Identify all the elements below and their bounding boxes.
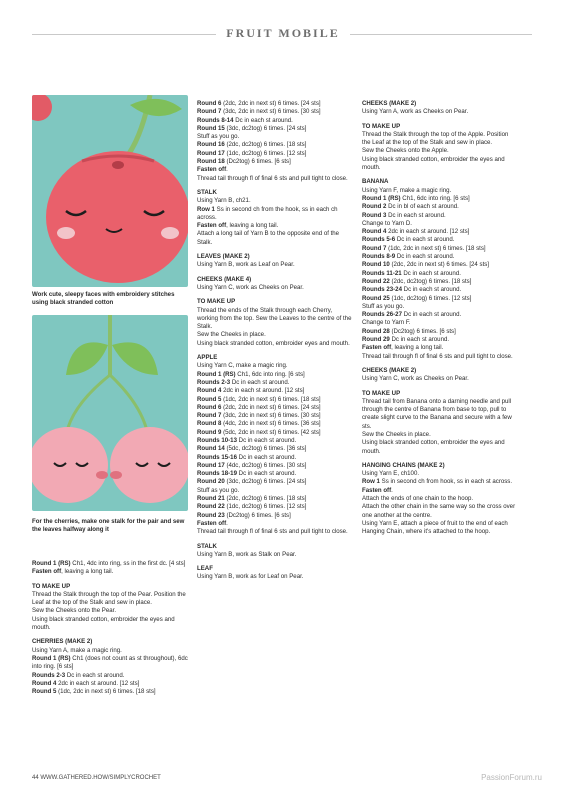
instruction-text: Attach a long tail of Yarn B to the opposite end of the Stalk. xyxy=(197,230,340,246)
column-2 xyxy=(197,100,353,582)
instruction-text: Dc in each st around. xyxy=(236,453,297,461)
instruction-line xyxy=(362,131,518,148)
instruction-line xyxy=(362,261,518,269)
instruction-text: Thread the ends of the Stalk through each Cherry, working from the top. Sew the Leaves to the centre of the Stalk. xyxy=(197,306,352,331)
instruction-line xyxy=(362,253,518,261)
instruction-text: Using Yarn E, ch100. xyxy=(362,470,420,478)
instruction-label: Round 10 xyxy=(362,261,390,269)
instruction-line xyxy=(362,336,518,344)
instruction-line xyxy=(197,445,353,453)
instruction-line xyxy=(362,203,518,211)
instruction-text: Stuff as you go. xyxy=(197,486,240,494)
instruction-text: Dc in each st around. xyxy=(395,236,455,244)
instruction-line xyxy=(362,236,518,244)
instruction-line xyxy=(362,278,518,286)
instruction-text: (2dc, dc2tog) 6 times. [18 sts] xyxy=(224,495,307,503)
instruction-line xyxy=(362,147,518,155)
instruction-line xyxy=(197,175,353,183)
instruction-text: (2dc, dc2tog) 6 times. [18 sts] xyxy=(389,277,472,285)
instruction-text: (Dc2tog) 6 times. [6 sts] xyxy=(224,511,291,519)
instruction-label: Round 1 (RS) xyxy=(362,194,401,202)
instruction-line xyxy=(362,156,518,173)
instruction-label: Rounds 10-13 xyxy=(197,436,237,444)
instruction-text: (5dc, 2dc in next st) 6 times. [42 sts] xyxy=(221,428,321,436)
instruction-line xyxy=(362,187,518,195)
section-heading: HANGING CHAINS (MAKE 2) xyxy=(362,461,445,469)
instruction-line xyxy=(362,344,518,352)
instruction-line xyxy=(197,528,353,536)
instruction-line xyxy=(32,655,188,672)
instruction-text: (1dc, dc2tog) 6 times. [12 sts] xyxy=(389,294,472,302)
instruction-text: Dc in bl of each st around. xyxy=(386,203,459,211)
instruction-line xyxy=(362,319,518,327)
section-heading: LEAF xyxy=(197,565,213,573)
instruction-text: Ch1, 4dc into ring, ss in the first dc. [4 sts] xyxy=(70,560,186,567)
instruction-line xyxy=(197,387,353,395)
instruction-text: Using Yarn B, work as for Leaf on Pear. xyxy=(197,573,304,581)
instruction-label: Rounds 18-19 xyxy=(197,470,237,478)
instruction-line xyxy=(32,568,188,576)
instruction-line xyxy=(197,362,353,370)
instruction-label: Round 5 xyxy=(32,688,57,696)
instruction-text: . xyxy=(226,166,228,174)
instruction-line xyxy=(197,331,353,339)
section-heading: CHEEKS (MAKE 2) xyxy=(362,100,417,107)
instruction-text: Attach the ends of one chain to the hoop. xyxy=(362,495,474,503)
instruction-text: Using Yarn A, work as Cheeks on Pear. xyxy=(362,108,469,116)
instruction-text: (2dc, 2dc in next st) 6 times. [24 sts] xyxy=(221,100,321,107)
instruction-text: Thread tail through fl of final 6 sts and pull tight to close. xyxy=(197,528,348,536)
watermark: PassionForum.ru xyxy=(481,773,542,782)
instruction-text: Dc in each st around. xyxy=(401,311,462,319)
instruction-line xyxy=(197,573,353,581)
instruction-line xyxy=(197,487,353,495)
instruction-line xyxy=(362,220,518,228)
instruction-text: (1dc, 2dc in next st) 6 times. [18 sts] xyxy=(56,688,156,696)
instruction-text: Using Yarn C, work as Cheeks on Pear. xyxy=(197,283,304,291)
page-footer: 44 WWW.GATHERED.HOW/SIMPLYCROCHET xyxy=(32,775,161,781)
instruction-line xyxy=(197,284,353,292)
instruction-text: (3dc, dc2tog) 6 times. [24 sts] xyxy=(224,124,307,132)
instruction-label: Round 23 xyxy=(197,511,225,519)
instruction-text: Using Yarn A, make a magic ring. xyxy=(32,646,122,654)
instruction-line xyxy=(197,470,353,478)
instruction-text: Attach the other chain in the same way so the cross over one another at the centre. xyxy=(362,503,516,519)
instruction-label: Round 29 xyxy=(362,336,390,344)
instruction-line xyxy=(197,261,353,269)
instruction-text: Dc in each st around. xyxy=(401,269,461,277)
instruction-line xyxy=(362,375,518,383)
instruction-text: Dc in each st around. xyxy=(386,211,446,219)
instruction-label: Round 4 xyxy=(362,228,387,236)
instruction-line xyxy=(197,396,353,404)
instruction-label: Round 7 xyxy=(197,412,222,420)
instruction-line xyxy=(32,688,188,696)
instruction-line xyxy=(362,245,518,253)
instruction-text: , leaving a long tail. xyxy=(226,222,279,230)
instruction-text: (1dc, dc2tog) 6 times. [12 sts] xyxy=(224,149,307,157)
instruction-label: Rounds 2-3 xyxy=(32,671,66,679)
instruction-label: Rounds 15-16 xyxy=(197,453,237,461)
instruction-text: (2dc, 2dc in next st) 6 times. [24 sts] xyxy=(221,403,321,411)
instruction-line xyxy=(197,150,353,158)
instruction-line xyxy=(197,141,353,149)
photo-caption-bottom: For the cherries, make one stalk for the pair and sew the leaves halfway along it xyxy=(32,518,185,534)
section-heading: CHERRIES (MAKE 2) xyxy=(32,638,93,646)
instruction-label: Rounds 5-6 xyxy=(362,236,396,244)
instruction-text: 2dc in each st around. [12 sts] xyxy=(221,387,305,395)
instruction-label: Round 25 xyxy=(362,294,390,302)
cherry-face-photo xyxy=(32,95,188,287)
instruction-label: Rounds 8-9 xyxy=(362,253,396,261)
photo-caption-top: Work cute, sleepy faces with embroidery stitches using black stranded cotton xyxy=(32,291,175,307)
section-title: FRUIT MOBILE xyxy=(216,26,349,40)
instruction-text: Using black stranded cotton, embroider the eyes and mouth. xyxy=(362,439,505,455)
instruction-line xyxy=(197,437,353,445)
instruction-line xyxy=(362,520,518,537)
instruction-text: Ss in second ch from hook, ss in each st across. xyxy=(379,478,513,486)
instruction-text: Using black stranded cotton, embroider the eyes and mouth. xyxy=(32,615,175,632)
instruction-label: Row 1 xyxy=(362,478,380,486)
instruction-text: Thread tail through fl of final 6 sts and pull tight to close. xyxy=(362,352,513,360)
instruction-text: (3dc, 2dc in next st) 6 times. [30 sts] xyxy=(221,108,321,116)
instruction-label: Round 22 xyxy=(362,277,390,285)
instruction-line xyxy=(197,125,353,133)
instruction-text: . xyxy=(226,519,228,527)
instruction-line xyxy=(197,512,353,520)
instruction-text: Stuff as you go. xyxy=(197,133,240,141)
instruction-line xyxy=(362,495,518,503)
instruction-label: Round 1 (RS) xyxy=(32,560,71,567)
instruction-label: Round 7 xyxy=(197,108,222,116)
instruction-line xyxy=(32,616,188,633)
instruction-text: Dc in each st around. xyxy=(236,470,297,478)
instruction-label: Round 2 xyxy=(362,203,387,211)
instruction-label: Rounds 23-24 xyxy=(362,286,402,294)
instruction-label: Round 4 xyxy=(197,387,222,395)
instruction-line xyxy=(197,454,353,462)
section-heading: TO MAKE UP xyxy=(32,582,71,590)
instruction-text: (Dc2tog) 6 times. [6 sts] xyxy=(224,158,291,166)
instruction-line xyxy=(32,680,188,688)
instruction-text: Dc in each st around. xyxy=(236,436,297,444)
instruction-line xyxy=(197,429,353,437)
instruction-text: (1dc, 2dc in next st) 6 times. [18 sts] xyxy=(221,395,321,403)
instruction-text: Dc in each st around. xyxy=(65,671,125,679)
instruction-line xyxy=(362,303,518,311)
instruction-label: Rounds 26-27 xyxy=(362,311,402,319)
instruction-label: Round 3 xyxy=(362,211,387,219)
instruction-line xyxy=(197,379,353,387)
instruction-text: Using Yarn B, work as Stalk on Pear. xyxy=(197,550,297,558)
section-heading: TO MAKE UP xyxy=(362,122,401,130)
instruction-line xyxy=(197,166,353,174)
section-heading: TO MAKE UP xyxy=(197,298,236,306)
instruction-line xyxy=(197,495,353,503)
instruction-text: Dc in each st around. xyxy=(401,286,462,294)
instruction-text: Sew the Cheeks onto the Apple. xyxy=(362,147,449,155)
instruction-text: Using Yarn C, work as Cheeks on Pear. xyxy=(362,375,469,383)
instruction-text: 2dc in each st around. [12 sts] xyxy=(56,679,140,687)
instruction-text: Stuff as you go. xyxy=(362,302,405,310)
instruction-label: Round 20 xyxy=(197,478,225,486)
instruction-text: Dc in each st around. xyxy=(395,253,455,261)
instruction-line xyxy=(362,478,518,486)
instruction-label: Round 17 xyxy=(197,461,225,469)
instruction-label: Round 21 xyxy=(197,495,225,503)
instruction-line xyxy=(362,503,518,520)
instruction-text: 2dc in each st around. [12 sts] xyxy=(386,228,470,236)
section-heading: CHEEKS (MAKE 4) xyxy=(197,275,252,283)
instruction-line xyxy=(362,398,518,431)
instruction-line xyxy=(197,222,353,230)
instruction-text: Thread tail from Banana onto a darning needle and pull through the centre of Banana from base to top, pull to create slight curve to the Banana and secure with a few sts. xyxy=(362,397,512,430)
instruction-text: Thread the Stalk through the top of the Pear. Position the Leaf at the top of the Stalk and sew in place. xyxy=(32,590,186,607)
instruction-text: (1dc, dc2tog) 6 times. [12 sts] xyxy=(224,503,307,511)
instruction-line xyxy=(362,487,518,495)
instruction-label: Round 6 xyxy=(197,403,222,411)
instruction-label: Round 22 xyxy=(197,503,225,511)
instruction-line xyxy=(362,228,518,236)
instruction-label: Fasten off xyxy=(197,166,227,174)
instruction-line xyxy=(197,133,353,141)
instruction-text: Sew the Cheeks in place. xyxy=(362,430,431,438)
instruction-line xyxy=(32,560,188,568)
instruction-line xyxy=(197,420,353,428)
instruction-line xyxy=(197,117,353,125)
instruction-label: Fasten off xyxy=(32,568,62,576)
instruction-text: , leaving a long tail. xyxy=(391,344,444,352)
instruction-text: Using Yarn B, ch21. xyxy=(197,197,251,205)
instruction-line xyxy=(362,439,518,456)
instruction-line xyxy=(362,286,518,294)
instruction-label: Rounds 8-14 xyxy=(197,116,234,124)
section-heading: STALK xyxy=(197,542,217,550)
cherries-photo xyxy=(32,315,188,511)
instruction-text: Ch1 (does not count as st throughout), 6dc into ring. [6 sts] xyxy=(32,654,188,671)
instruction-line xyxy=(197,503,353,511)
instruction-label: Round 18 xyxy=(197,158,225,166)
instruction-line xyxy=(197,158,353,166)
instruction-text: Sew the Cheeks onto the Pear. xyxy=(32,607,117,615)
instruction-line xyxy=(197,108,353,116)
instruction-label: Round 14 xyxy=(197,445,225,453)
instruction-text: Change to Yarn D. xyxy=(362,219,412,227)
instruction-label: Fasten off xyxy=(362,344,392,352)
instruction-label: Round 28 xyxy=(362,327,390,335)
instruction-text: Dc in each st around. xyxy=(233,116,293,124)
instruction-text: Dc in each st around. xyxy=(389,336,450,344)
instruction-label: Round 9 xyxy=(197,428,222,436)
instruction-text: (4dc, dc2tog) 6 times. [30 sts] xyxy=(224,461,307,469)
instruction-label: Round 1 (RS) xyxy=(32,654,71,662)
page-header xyxy=(0,24,566,42)
instruction-line xyxy=(362,270,518,278)
instruction-text: Dc in each st around. xyxy=(230,378,290,386)
instruction-label: Fasten off xyxy=(197,222,227,230)
instruction-line xyxy=(32,591,188,608)
instruction-line xyxy=(197,404,353,412)
instruction-text: Sew the Cheeks in place. xyxy=(197,331,266,339)
instruction-label: Round 7 xyxy=(362,244,387,252)
section-heading: STALK xyxy=(197,188,217,196)
section-heading: CHEEKS (MAKE 2) xyxy=(362,366,417,374)
instruction-line xyxy=(197,197,353,205)
instruction-label: Rounds 11-21 xyxy=(362,269,402,277)
instruction-line xyxy=(362,212,518,220)
instruction-line xyxy=(362,195,518,203)
instruction-label: Round 8 xyxy=(197,420,222,428)
instruction-text: Change to Yarn F. xyxy=(362,319,411,327)
instruction-label: Fasten off xyxy=(362,486,392,494)
instruction-line xyxy=(362,470,518,478)
instruction-text: Thread tail through fl of final 6 sts and pull tight to close. xyxy=(197,174,348,182)
instruction-label: Round 5 xyxy=(197,395,222,403)
instruction-text: Using Yarn C, make a magic ring. xyxy=(197,362,288,370)
instruction-line xyxy=(362,311,518,319)
instruction-line xyxy=(197,206,353,223)
instruction-text: . xyxy=(391,486,393,494)
instruction-line xyxy=(197,551,353,559)
instruction-line xyxy=(32,647,188,655)
instruction-line xyxy=(197,520,353,528)
instruction-text: Ss in second ch from the hook, ss in each ch across. xyxy=(197,205,338,221)
instruction-text: , leaving a long tail. xyxy=(61,568,114,576)
instruction-line xyxy=(362,295,518,303)
instruction-text: (2dc, dc2tog) 6 times. [18 sts] xyxy=(224,141,307,149)
instruction-line xyxy=(32,672,188,680)
instruction-line xyxy=(362,328,518,336)
instruction-label: Row 1 xyxy=(197,205,215,213)
instruction-text: Using Yarn F, make a magic ring. xyxy=(362,186,452,194)
instruction-text: Using black stranded cotton, embroider the eyes and mouth. xyxy=(362,155,505,172)
instruction-line xyxy=(197,462,353,470)
section-heading: TO MAKE UP xyxy=(362,389,401,397)
section-heading: LEAVES (MAKE 2) xyxy=(197,253,250,261)
instruction-text: (4dc, 2dc in next st) 6 times. [36 sts] xyxy=(221,420,321,428)
instruction-text: Thread the Stalk through the top of the Apple. Position the Leaf at the top of the Stalk and sew in place. xyxy=(362,130,509,147)
instruction-text: (2dc, 2dc in next st) 6 times. [24 sts] xyxy=(389,261,489,269)
instruction-line xyxy=(32,607,188,615)
instruction-text: Using Yarn B, work as Leaf on Pear. xyxy=(197,261,295,269)
instruction-line xyxy=(197,412,353,420)
instruction-label: Round 17 xyxy=(197,149,225,157)
section-heading: APPLE xyxy=(197,354,218,362)
instruction-line xyxy=(197,230,353,247)
instruction-label: Round 16 xyxy=(197,141,225,149)
instruction-line xyxy=(197,307,353,332)
column-3 xyxy=(362,100,518,537)
instruction-line xyxy=(197,340,353,348)
instruction-text: Ch1, 6dc into ring. [6 sts] xyxy=(235,370,305,378)
instruction-text: Ch1, 6dc into ring. [6 sts] xyxy=(400,194,470,202)
instruction-text: Using Yarn E, attach a piece of fruit to the end of each Hanging Chain, where it's attached to the hoop. xyxy=(362,519,508,536)
instruction-text: (3dc, 2dc in next st) 6 times. [30 sts] xyxy=(221,412,321,420)
section-heading: BANANA xyxy=(362,178,389,186)
instruction-label: Rounds 2-3 xyxy=(197,378,231,386)
instruction-label: Round 4 xyxy=(32,679,57,687)
instruction-line xyxy=(362,431,518,439)
instruction-text: (Dc2tog) 6 times. [6 sts] xyxy=(389,327,456,335)
instruction-label: Round 15 xyxy=(197,124,225,132)
instruction-line xyxy=(197,371,353,379)
instruction-line xyxy=(197,100,353,108)
instruction-line xyxy=(362,353,518,361)
instruction-text: (1dc, 2dc in next st) 6 times. [18 sts] xyxy=(386,244,486,252)
instruction-text: Using black stranded cotton, embroider eyes and mouth. xyxy=(197,339,350,347)
instruction-label: Round 1 (RS) xyxy=(197,370,236,378)
instruction-line xyxy=(362,108,518,116)
instruction-line xyxy=(197,478,353,486)
instruction-text: (3dc, dc2tog) 6 times. [24 sts] xyxy=(224,478,307,486)
instruction-text: (5dc, dc2tog) 6 times. [36 sts] xyxy=(224,445,307,453)
column-1 xyxy=(32,560,188,696)
instruction-label: Round 6 xyxy=(197,100,222,107)
instruction-label: Fasten off xyxy=(197,519,227,527)
